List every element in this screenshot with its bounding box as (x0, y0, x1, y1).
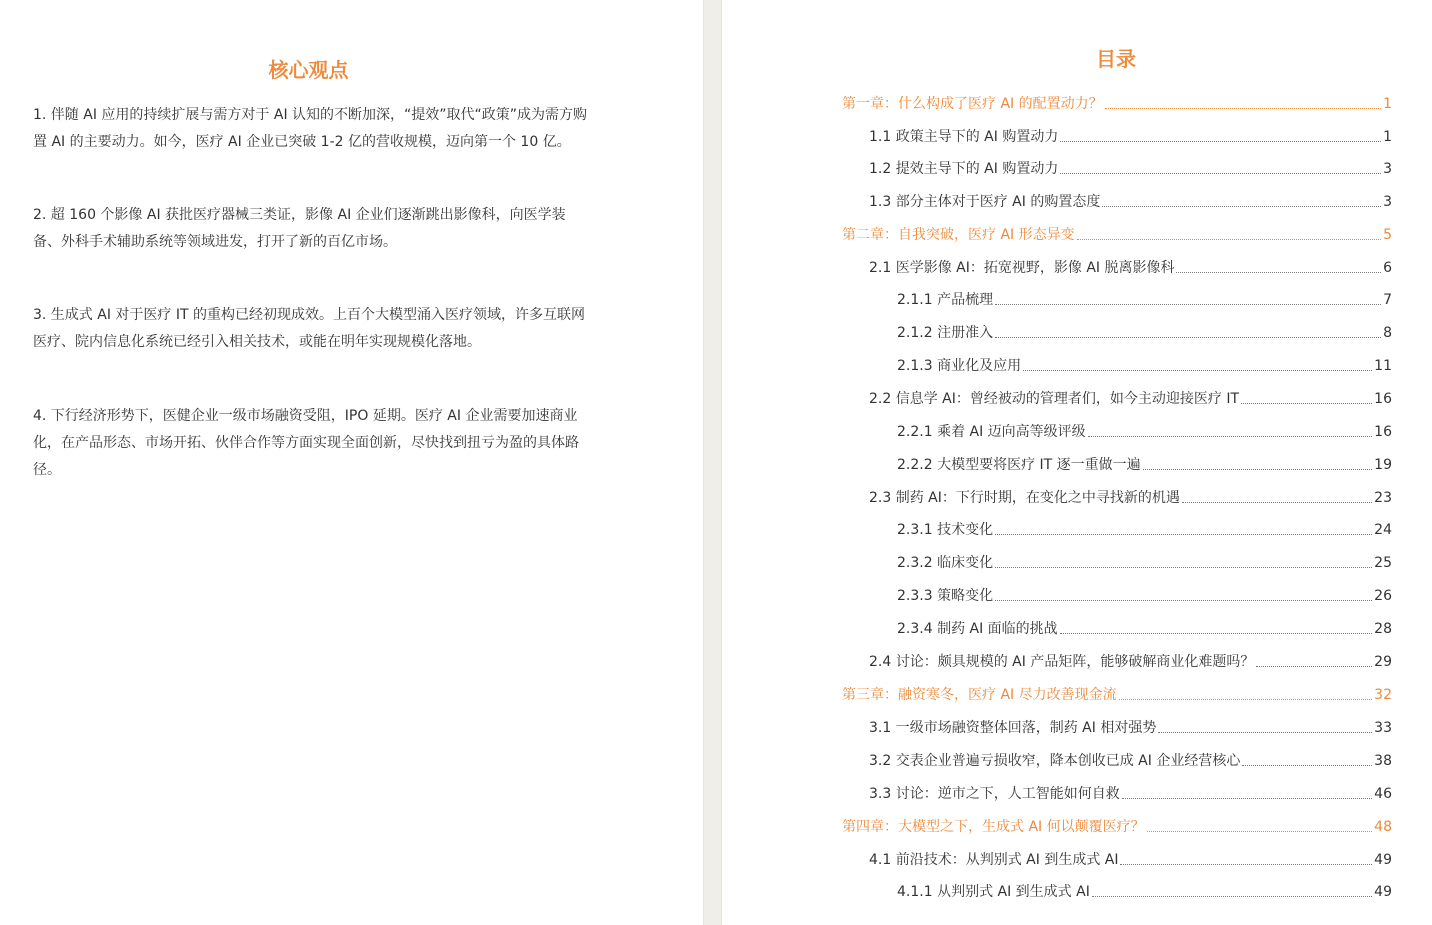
toc-leader-dots (1077, 239, 1381, 240)
toc-entry-label: 2.2.1 乘着 AI 迈向高等级评级 (897, 424, 1086, 440)
key-point-3: 3. 生成式 AI 对于医疗 IT 的重构已经初现成效。上百个大模型涌入医疗领域，许多互联网医疗、院内信息化系统已经引入相关技术，或能在明年实现规模化落地。 (33, 307, 585, 350)
toc-leader-dots (1105, 108, 1381, 109)
toc-entry-label: 2.1.2 注册准入 (897, 325, 994, 341)
toc-chapter-4[interactable] (842, 815, 1392, 837)
toc-leader-dots (1158, 732, 1372, 733)
toc-leader-dots (1182, 502, 1372, 503)
toc-leader-dots (995, 567, 1372, 568)
toc-page-number: 7 (1383, 292, 1392, 308)
toc-page-number: 26 (1374, 588, 1392, 604)
toc-section-1-3[interactable] (869, 190, 1392, 212)
toc-section-3-2[interactable] (869, 749, 1392, 771)
toc-section-2-4[interactable] (869, 650, 1392, 672)
toc-section-4-1-1[interactable] (897, 880, 1392, 902)
toc-entry-label: 2.3.4 制药 AI 面临的挑战 (897, 621, 1058, 637)
toc-leader-dots (995, 534, 1372, 535)
toc-page-number: 3 (1383, 194, 1392, 210)
toc-section-1-1[interactable] (869, 125, 1392, 147)
toc-page-number: 29 (1374, 654, 1392, 670)
toc-leader-dots (1120, 864, 1372, 865)
toc-entry-label: 2.3.3 策略变化 (897, 588, 994, 604)
toc-entry-label: 3.2 交表企业普遍亏损收窄，降本创收已成 AI 企业经营核心 (869, 753, 1241, 769)
toc-entry-label: 第一章：什么构成了医疗 AI 的配置动力？ (842, 96, 1103, 112)
toc-entry-label: 第三章：融资寒冬，医疗 AI 尽力改善现金流 (842, 687, 1117, 703)
toc-page-number: 23 (1374, 490, 1392, 506)
toc-leader-dots (1147, 831, 1373, 832)
toc-entry-label: 3.3 讨论：逆市之下，人工智能如何自救 (869, 786, 1120, 802)
toc-leader-dots (995, 600, 1372, 601)
key-point-2: 2. 超 160 个影像 AI 获批医疗器械三类证，影像 AI 企业们逐渐跳出影像科，向医学装备、外科手术辅助系统等领域进发，打开了新的百亿市场。 (33, 207, 566, 250)
toc-page-number: 16 (1374, 391, 1392, 407)
toc-page-number: 5 (1383, 227, 1392, 243)
toc-page-number: 8 (1383, 325, 1392, 341)
toc-leader-dots (995, 304, 1381, 305)
toc-entry-label: 4.1 前沿技术：从判别式 AI 到生成式 AI (869, 852, 1119, 868)
toc-page-number: 28 (1374, 621, 1392, 637)
toc-page-number: 46 (1374, 786, 1392, 802)
toc-entry-label: 2.3 制药 AI：下行时期，在变化之中寻找新的机遇 (869, 490, 1180, 506)
toc-section-3-3[interactable] (869, 782, 1392, 804)
toc-leader-dots (1256, 666, 1372, 667)
toc-page-number: 32 (1374, 687, 1392, 703)
toc-page-number: 16 (1374, 424, 1392, 440)
toc-leader-dots (1119, 699, 1373, 700)
toc-section-2-1-3[interactable] (897, 354, 1392, 376)
toc-leader-dots (1122, 798, 1372, 799)
toc-entry-label: 2.2 信息学 AI：曾经被动的管理者们，如今主动迎接医疗 IT (869, 391, 1240, 407)
toc-page-number: 6 (1383, 260, 1392, 276)
toc-entry-label: 2.2.2 大模型要将医疗 IT 逐一重做一遍 (897, 457, 1141, 473)
toc-chapter-2[interactable] (842, 223, 1392, 245)
toc-leader-dots (995, 337, 1381, 338)
toc-page-number: 49 (1374, 884, 1392, 900)
toc-page-number: 24 (1374, 522, 1392, 538)
toc-section-1-2[interactable] (869, 157, 1392, 179)
toc-leader-dots (1092, 896, 1372, 897)
toc-section-2-2-2[interactable] (897, 453, 1392, 475)
toc-leader-dots (1060, 633, 1372, 634)
toc-section-2-3-3[interactable] (897, 584, 1392, 606)
toc-page-number: 33 (1374, 720, 1392, 736)
toc-page-number: 49 (1374, 852, 1392, 868)
toc-page-number: 1 (1383, 96, 1392, 112)
toc-section-2-3-2[interactable] (897, 551, 1392, 573)
toc-entry-label: 2.1.3 商业化及应用 (897, 358, 1022, 374)
toc-entry-label: 2.1.1 产品梳理 (897, 292, 994, 308)
toc-page-number: 3 (1383, 161, 1392, 177)
toc-section-2-1-2[interactable] (897, 321, 1392, 343)
toc-page-number: 25 (1374, 555, 1392, 571)
toc-section-2-3[interactable] (869, 486, 1392, 508)
toc-page-number: 38 (1374, 753, 1392, 769)
toc-leader-dots (1088, 436, 1372, 437)
toc-section-2-2[interactable] (869, 387, 1392, 409)
toc-title: 目录 (1096, 47, 1136, 71)
table-of-contents (722, 0, 1432, 925)
toc-chapter-3[interactable] (842, 683, 1392, 705)
toc-leader-dots (1241, 403, 1372, 404)
toc-entry-label: 2.3.1 技术变化 (897, 522, 994, 538)
toc-chapter-1[interactable] (842, 92, 1392, 114)
toc-entry-label: 4.1.1 从判别式 AI 到生成式 AI (897, 884, 1090, 900)
toc-leader-dots (1023, 370, 1372, 371)
toc-leader-dots (1060, 173, 1381, 174)
toc-entry-label: 3.1 一级市场融资整体回落，制药 AI 相对强势 (869, 720, 1157, 736)
toc-entry-label: 1.3 部分主体对于医疗 AI 的购置态度 (869, 194, 1101, 210)
key-point-1: 1. 伴随 AI 应用的持续扩展与需方对于 AI 认知的不断加深，“提效”取代“政策”成为需方购置 AI 的主要动力。如今，医疗 AI 企业已突破 1-2 亿的营收规模，迈向第一个 10 亿。 (33, 107, 588, 150)
toc-section-2-3-1[interactable] (897, 518, 1392, 540)
page-gutter (703, 0, 722, 925)
left-page (0, 0, 703, 925)
toc-section-2-3-4[interactable] (897, 617, 1392, 639)
key-points-title: 核心观点 (268, 58, 349, 82)
right-page (722, 0, 1432, 925)
toc-page-number: 1 (1383, 129, 1392, 145)
toc-leader-dots (1176, 272, 1381, 273)
toc-entry-label: 第二章：自我突破，医疗 AI 形态异变 (842, 227, 1075, 243)
toc-section-3-1[interactable] (869, 716, 1392, 738)
toc-entry-label: 1.1 政策主导下的 AI 购置动力 (869, 129, 1059, 145)
toc-leader-dots (1060, 141, 1381, 142)
toc-entry-label: 1.2 提效主导下的 AI 购置动力 (869, 161, 1059, 177)
toc-section-2-2-1[interactable] (897, 420, 1392, 442)
toc-entry-label: 第四章：大模型之下，生成式 AI 何以颠覆医疗？ (842, 819, 1145, 835)
toc-page-number: 19 (1374, 457, 1392, 473)
toc-section-4-1[interactable] (869, 848, 1392, 870)
toc-leader-dots (1143, 469, 1373, 470)
toc-leader-dots (1102, 206, 1381, 207)
toc-page-number: 48 (1374, 819, 1392, 835)
toc-page-number: 11 (1374, 358, 1392, 374)
toc-section-2-1-1[interactable] (897, 288, 1392, 310)
key-point-4: 4. 下行经济形势下，医健企业一级市场融资受阻，IPO 延期。医疗 AI 企业需要加速商业化，在产品形态、市场开拓、伙伴合作等方面实现全面创新，尽快找到扭亏为盈的具体路径。 (33, 408, 579, 478)
toc-entry-label: 2.4 讨论：颇具规模的 AI 产品矩阵，能够破解商业化难题吗？ (869, 654, 1255, 670)
toc-entry-label: 2.3.2 临床变化 (897, 555, 994, 571)
toc-leader-dots (1242, 765, 1372, 766)
toc-section-2-1[interactable] (869, 256, 1392, 278)
toc-entry-label: 2.1 医学影像 AI：拓宽视野，影像 AI 脱离影像科 (869, 260, 1175, 276)
